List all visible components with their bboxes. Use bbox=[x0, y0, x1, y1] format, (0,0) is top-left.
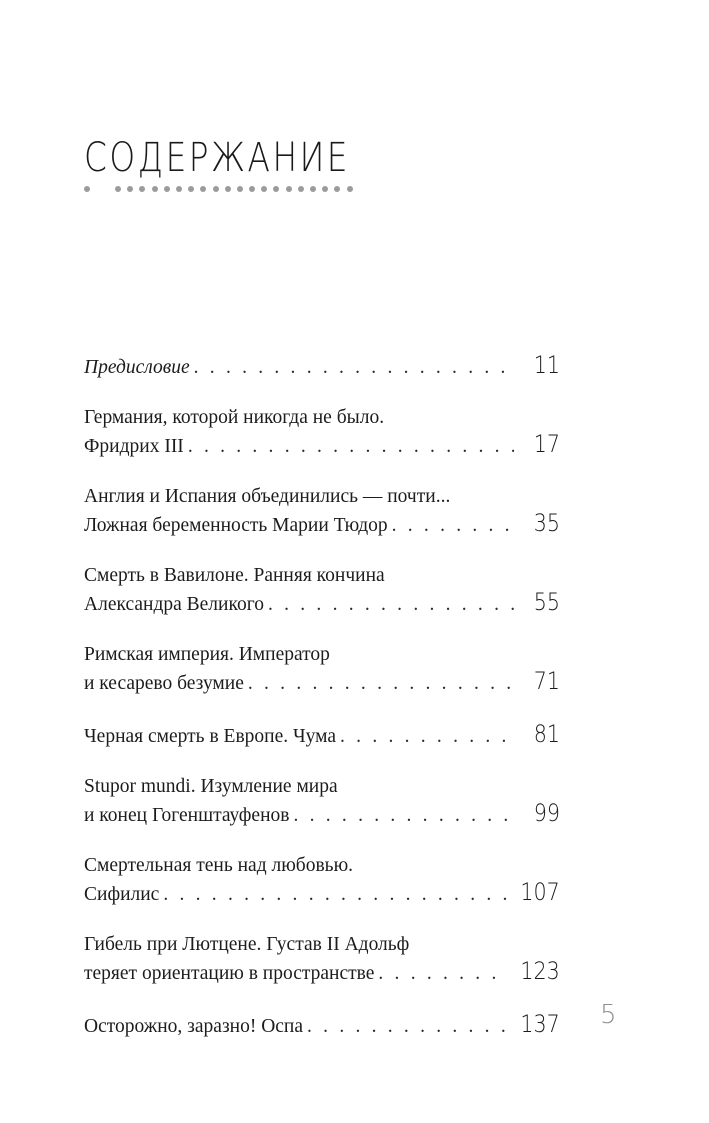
dot-leader bbox=[378, 961, 508, 987]
toc-entry-title: Смертельная тень над любовью. bbox=[84, 855, 354, 876]
toc-entry-title: Stupor mundi. Изумление мира bbox=[84, 776, 338, 797]
dot-leader bbox=[248, 671, 514, 697]
toc-page-number: 99 bbox=[533, 799, 560, 827]
toc-entry bbox=[84, 774, 560, 829]
dot-leader bbox=[307, 1014, 508, 1040]
toc-page-number: 81 bbox=[533, 720, 560, 748]
toc-entry-title: и конец Гогенштауфенов bbox=[84, 805, 290, 826]
title-dot-rule bbox=[84, 186, 359, 192]
toc-entry-title: теряет ориентацию в пространстве bbox=[84, 963, 375, 984]
dot-leader bbox=[340, 724, 514, 750]
toc-entry bbox=[84, 642, 560, 697]
toc-entry-title: Фридрих III bbox=[84, 436, 184, 457]
toc-entry-title: Предисловие bbox=[84, 357, 190, 378]
toc-entry bbox=[84, 352, 560, 381]
toc-entry-title: Черная смерть в Европе. Чума bbox=[84, 726, 337, 747]
page-title: СОДЕРЖАНИЕ bbox=[84, 135, 350, 181]
table-of-contents bbox=[84, 352, 560, 1040]
toc-entry-title: Осторожно, заразно! Оспа bbox=[84, 1016, 304, 1037]
toc-entry bbox=[84, 484, 560, 539]
toc-entry-title: Англия и Испания объединились — почти... bbox=[84, 486, 451, 507]
toc-entry bbox=[84, 1011, 560, 1040]
toc-page-number: 55 bbox=[533, 588, 560, 616]
toc-page-number: 123 bbox=[520, 957, 560, 985]
dot-leader bbox=[268, 592, 514, 618]
toc-entry bbox=[84, 721, 560, 750]
toc-page-number: 107 bbox=[520, 878, 560, 906]
toc-entry-title: Ложная беременность Марии Тюдор bbox=[84, 515, 388, 536]
toc-page-number: 17 bbox=[533, 430, 560, 458]
toc-entry-title: Гибель при Лютцене. Густав II Адольф bbox=[84, 934, 410, 955]
dot-leader bbox=[188, 434, 514, 460]
toc-entry bbox=[84, 563, 560, 618]
page-number: 5 bbox=[600, 1000, 617, 1030]
toc-entry-title: Сифилис bbox=[84, 884, 160, 905]
toc-entry bbox=[84, 405, 560, 460]
toc-entry-title: Смерть в Вавилоне. Ранняя кончина bbox=[84, 565, 385, 586]
dot-leader bbox=[293, 803, 514, 829]
toc-entry bbox=[84, 853, 560, 908]
toc-entry bbox=[84, 932, 560, 987]
toc-page-number: 137 bbox=[520, 1010, 560, 1038]
toc-entry-title: Римская империя. Император bbox=[84, 644, 330, 665]
dot-leader bbox=[163, 882, 508, 908]
toc-page-number: 71 bbox=[533, 667, 560, 695]
toc-entry-title: Александра Великого bbox=[84, 594, 264, 615]
dot-leader bbox=[194, 355, 514, 381]
toc-entry-title: и кесарево безумие bbox=[84, 673, 244, 694]
dot-leader bbox=[392, 513, 514, 539]
toc-page-number: 11 bbox=[533, 351, 560, 379]
toc-page-number: 35 bbox=[533, 509, 560, 537]
toc-entry-title: Германия, которой никогда не было. bbox=[84, 407, 385, 428]
